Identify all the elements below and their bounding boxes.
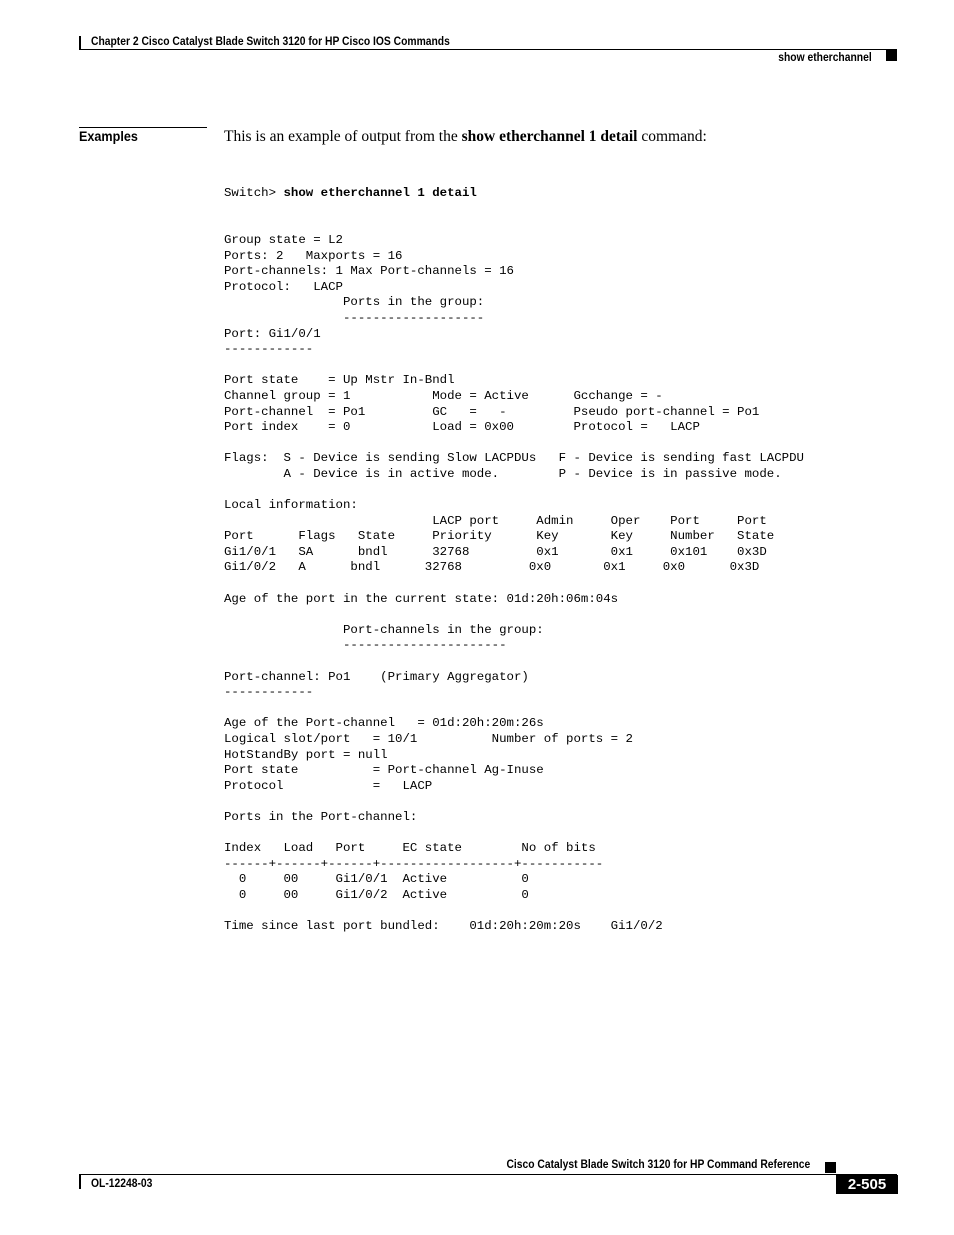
cli-output-line: ------------ (224, 342, 314, 357)
cli-output-line: Protocol = LACP (224, 778, 433, 793)
document-id: OL-12248-03 (91, 1176, 153, 1190)
cli-output-line: Flags: S - Device is sending Slow LACPDUs F - Device is sending fast LACPDU (224, 451, 804, 466)
cli-output-line: Index Load Port EC state No of bits (224, 841, 596, 856)
cli-output-line: Ports in the group: (224, 295, 485, 310)
section-heading: Examples (79, 128, 138, 144)
intro-paragraph (224, 128, 707, 146)
footer-rule (79, 1174, 897, 1175)
header-rule (79, 49, 897, 50)
cli-output-line: ------------ (224, 685, 314, 700)
cli-output-line: LACP port Admin Oper Port Port (224, 513, 767, 528)
footer-title: Cisco Catalyst Blade Switch 3120 for HP Command Reference (506, 1157, 810, 1171)
cli-output-line: Port index = 0 Load = 0x00 Protocol = LACP (224, 420, 700, 435)
cli-output-line: Local information: (224, 498, 358, 513)
chapter-title: Chapter 2 Cisco Catalyst Blade Switch 3120 for HP Cisco IOS Commands (91, 34, 450, 48)
cli-output-line: Ports: 2 Maxports = 16 (224, 248, 403, 263)
cli-output-line (224, 607, 804, 623)
intro-command: show etherchannel 1 detail (461, 128, 638, 145)
cli-output-line: Gi1/0/2 A bndl 32768 0x0 0x1 0x0 0x3D (224, 560, 760, 575)
cli-output-line: Port Flags State Priority Key Key Number State (224, 529, 775, 544)
cli-output (224, 233, 804, 935)
footer-marker (825, 1162, 836, 1173)
cli-output-line (224, 436, 804, 452)
cli-output-line (224, 358, 804, 374)
cli-output-line: 0 00 Gi1/0/2 Active 0 (224, 887, 529, 902)
cli-output-line: HotStandBy port = null (224, 747, 388, 762)
cli-output-line: Group state = L2 (224, 232, 343, 247)
cli-output-line (224, 794, 804, 810)
intro-text-before: This is an example of output from the (224, 128, 462, 145)
intro-text-after: command: (637, 128, 707, 145)
cli-output-line: Age of the port in the current state: 01d:20h:06m:04s (224, 591, 619, 606)
cli-output-line (224, 482, 804, 498)
cli-output-line: Port-channels: 1 Max Port-channels = 16 (224, 264, 514, 279)
footer-left-rule (79, 1175, 81, 1189)
cli-output-line (224, 826, 804, 842)
cli-command-line (224, 186, 804, 202)
cli-output-line: Gi1/0/1 SA bndl 32768 0x1 0x1 0x101 0x3D (224, 544, 767, 559)
cli-output-line: Port: Gi1/0/1 (224, 326, 321, 341)
cli-output-line: ------------------- (224, 310, 485, 325)
cli-output-line (224, 576, 804, 592)
cli-output-line: Channel group = 1 Mode = Active Gcchange = - (224, 388, 663, 403)
cli-output-line: Time since last port bundled: 01d:20h:20m:20s Gi1/0/2 (224, 919, 663, 934)
header-left-rule (79, 36, 81, 50)
cli-command: show etherchannel 1 detail (283, 186, 477, 201)
cli-example (224, 155, 804, 950)
cli-output-line: ------+------+------+------------------+----------- (224, 856, 604, 871)
cli-output-line: Port state = Port-channel Ag-Inuse (224, 763, 544, 778)
cli-output-line (224, 654, 804, 670)
cli-output-line: ---------------------- (224, 638, 507, 653)
page-number: 2-505 (836, 1175, 898, 1194)
section-title: show etherchannel (778, 50, 872, 64)
cli-output-line: Port-channel: Po1 (Primary Aggregator) (224, 669, 529, 684)
header-marker (886, 50, 897, 61)
cli-output-line (224, 904, 804, 920)
cli-prompt: Switch> (224, 186, 284, 201)
cli-output-line: Protocol: LACP (224, 279, 343, 294)
cli-output-line: A - Device is in active mode. P - Device is in passive mode. (224, 466, 782, 481)
cli-output-line: Age of the Port-channel = 01d:20h:20m:26s (224, 716, 544, 731)
cli-output-line: Port-channels in the group: (224, 622, 544, 637)
cli-output-line: Ports in the Port-channel: (224, 809, 418, 824)
cli-output-line: Port-channel = Po1 GC = - Pseudo port-channel = Po1 (224, 404, 760, 419)
cli-output-line: Port state = Up Mstr In-Bndl (224, 373, 455, 388)
cli-output-line: Logical slot/port = 10/1 Number of ports = 2 (224, 731, 633, 746)
cli-output-line: 0 00 Gi1/0/1 Active 0 (224, 872, 529, 887)
cli-output-line (224, 701, 804, 717)
